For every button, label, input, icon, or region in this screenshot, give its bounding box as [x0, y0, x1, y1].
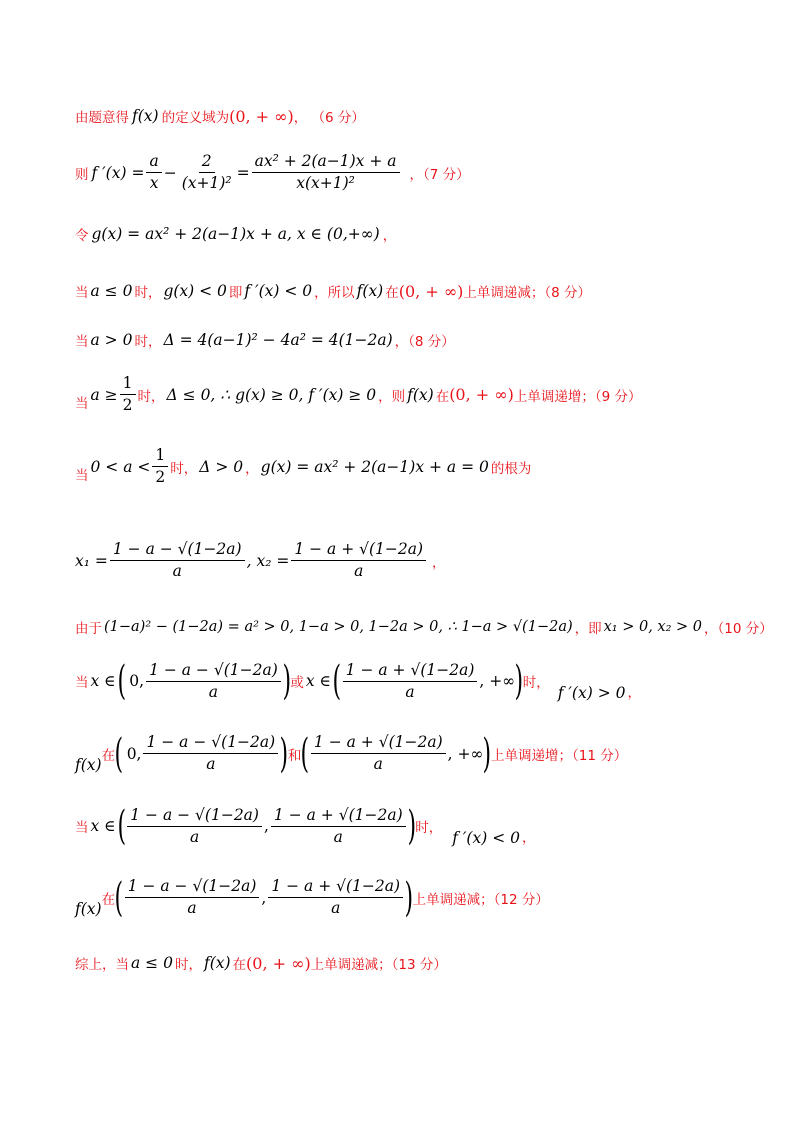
text: 时，	[137, 388, 165, 405]
text: 当	[75, 395, 89, 412]
text: ，	[432, 554, 446, 571]
line-case-a-between	[75, 446, 531, 487]
line-define-g	[75, 224, 396, 244]
math: a ≤ 0	[131, 954, 173, 972]
math: Δ > 0	[199, 457, 244, 476]
text: ，	[627, 685, 641, 701]
text: 在	[101, 747, 116, 764]
fraction: $\frac{1 - a - √(1-2a)}{a}$	[143, 733, 278, 774]
text: 令	[75, 228, 89, 244]
math: f ′(x) < 0	[244, 282, 313, 300]
domain-interval: (0, + ∞)	[229, 106, 294, 126]
fraction: $\frac{1 - a - √(1-2a)}{a}$	[127, 806, 262, 847]
fraction: $\frac{1 - a + √(1-2a)}{a}$	[268, 877, 403, 918]
text: ，	[382, 228, 397, 244]
math: a > 0	[90, 331, 133, 349]
math: g(x) < 0	[163, 282, 227, 300]
math: 0 < a <	[90, 457, 151, 476]
math: f ′(x) =	[91, 163, 145, 182]
score-note: ，（8 分）	[394, 334, 455, 350]
fraction: $\frac{1 - a + √(1-2a)}{a}$	[311, 733, 446, 774]
line-case-a-positive	[75, 330, 455, 350]
text: 当	[75, 285, 89, 301]
score-note: 上单调递增；（9 分）	[513, 388, 642, 405]
math: x₁ =	[75, 551, 108, 570]
math: x₁ > 0, x₂ > 0	[603, 619, 703, 635]
score-note: 上单调递减；（8 分）	[463, 285, 592, 301]
text: 时，	[174, 957, 202, 973]
math: 0,	[126, 744, 142, 763]
math: , x₂ =	[246, 551, 290, 570]
line-decreasing	[75, 874, 549, 921]
text: 当	[75, 675, 89, 691]
text: 的根为	[490, 460, 532, 477]
domain-interval: (0, + ∞)	[449, 385, 514, 404]
line-interval-negative	[75, 805, 535, 847]
text: 在	[435, 388, 450, 405]
fraction: $\frac{a}{x}$	[146, 152, 161, 193]
left-paren: (	[300, 730, 310, 777]
text: ，所以	[314, 285, 355, 301]
math: x ∈	[305, 672, 332, 690]
right-paren: )	[514, 658, 524, 704]
math: 0,	[129, 672, 145, 690]
text: 的定义域为	[161, 110, 230, 126]
line-case-a-half-up	[75, 374, 641, 415]
left-paren: (	[114, 874, 124, 921]
right-paren: )	[282, 658, 291, 704]
math: , +∞	[447, 744, 484, 763]
operator: =	[236, 163, 250, 182]
math: x ∈	[90, 672, 116, 690]
math: x ∈	[90, 817, 116, 835]
right-paren: )	[482, 730, 492, 777]
left-paren: (	[117, 803, 126, 849]
fraction: $\frac{1 - a + √(1-2a)}{a}$	[343, 661, 478, 702]
math: f(x)	[75, 755, 102, 774]
math: , +∞	[479, 672, 516, 690]
fraction: $\frac{1}{2}$	[152, 446, 168, 487]
text: ，	[245, 460, 259, 477]
text: 则	[75, 166, 89, 183]
text: 即	[228, 285, 243, 301]
score-note: ，（10 分）	[704, 621, 773, 637]
math: Δ ≤ 0, ∴ g(x) ≥ 0, f ′(x) ≥ 0	[166, 385, 377, 404]
domain-interval: (0, + ∞)	[398, 281, 464, 301]
fraction: $\frac{1 - a - √(1-2a)}{a}$	[110, 540, 245, 581]
operator: −	[163, 163, 177, 182]
line-case-a-nonpositive	[75, 281, 591, 301]
domain-interval: (0, + ∞)	[246, 953, 311, 973]
text: 当	[75, 820, 89, 836]
text: ，即	[574, 621, 602, 637]
line-interval-positive	[75, 660, 641, 702]
text: 和	[287, 747, 302, 764]
text: 在	[385, 285, 399, 301]
fraction: $\frac{1 - a - √(1-2a)}{a}$	[146, 661, 281, 702]
line-derivative	[75, 152, 470, 193]
fraction: $\frac{\text{ax² + 2(a−1)x + a}}{\text{x(x+1)²}}$	[252, 152, 400, 193]
text: 时，	[522, 675, 550, 691]
text: 或	[290, 675, 304, 691]
text: ，	[521, 830, 536, 846]
right-paren: )	[407, 803, 416, 849]
score-note: ， （6 分）	[293, 110, 365, 126]
fraction: $\frac{1}{2}$	[120, 374, 136, 415]
text: 时，	[134, 285, 162, 301]
right-paren: )	[279, 730, 289, 777]
math: f ′(x) < 0	[452, 829, 520, 847]
left-paren: (	[117, 658, 126, 704]
score-note: 上单调递增；（11 分）	[491, 747, 628, 764]
text: ，则	[378, 388, 406, 405]
left-paren: (	[332, 658, 342, 704]
text: 由题意得	[75, 110, 129, 126]
math: f ′(x) > 0	[557, 684, 626, 702]
text: 时，	[170, 460, 198, 477]
score-note: 上单调递减；（13 分）	[310, 957, 447, 973]
math: a ≥	[90, 385, 118, 404]
text: 在	[101, 891, 116, 908]
math: g(x) = ax² + 2(a−1)x + a, x ∈ (0,+∞)	[91, 225, 380, 243]
comma: ,	[261, 888, 267, 907]
right-paren: )	[404, 874, 414, 921]
text: 综上，当	[75, 957, 129, 973]
fraction: $\frac{1 - a + √(1-2a)}{a}$	[291, 540, 426, 581]
text: 当	[75, 334, 89, 350]
math: g(x) = ax² + 2(a−1)x + a = 0	[260, 457, 489, 476]
math: f(x)	[132, 107, 159, 125]
score-note: 上单调递减；（12 分）	[412, 891, 549, 908]
fraction: $\frac{1 - a + √(1-2a)}{a}$	[271, 806, 406, 847]
line-summary	[75, 953, 447, 973]
line-roots	[75, 540, 446, 581]
score-note: ，（7 分）	[409, 166, 470, 183]
math: f(x)	[356, 282, 384, 300]
text: 在	[232, 957, 247, 973]
math: (1−a)² − (1−2a) = a² > 0, 1−a > 0, 1−2a > 0, ∴ 1−a > √(1−2a)	[104, 619, 573, 635]
fraction: $\frac{2}{\text{(x+1)²}}$	[181, 152, 232, 192]
text: 当	[75, 467, 89, 484]
math: f(x)	[75, 899, 102, 918]
line-since	[75, 617, 773, 637]
math: Δ = 4(a−1)² − 4a² = 4(1−2a)	[163, 331, 393, 349]
line-domain	[75, 106, 365, 126]
math: f(x)	[203, 954, 231, 972]
math: a ≤ 0	[90, 282, 133, 300]
comma: ,	[263, 817, 269, 835]
math: f(x)	[407, 385, 434, 404]
text: 由于	[75, 621, 102, 637]
fraction: $\frac{1 - a - √(1-2a)}{a}$	[125, 877, 260, 918]
line-increasing	[75, 730, 628, 777]
text: 时，	[415, 820, 443, 836]
left-paren: (	[114, 730, 124, 777]
text: 时，	[134, 334, 162, 350]
